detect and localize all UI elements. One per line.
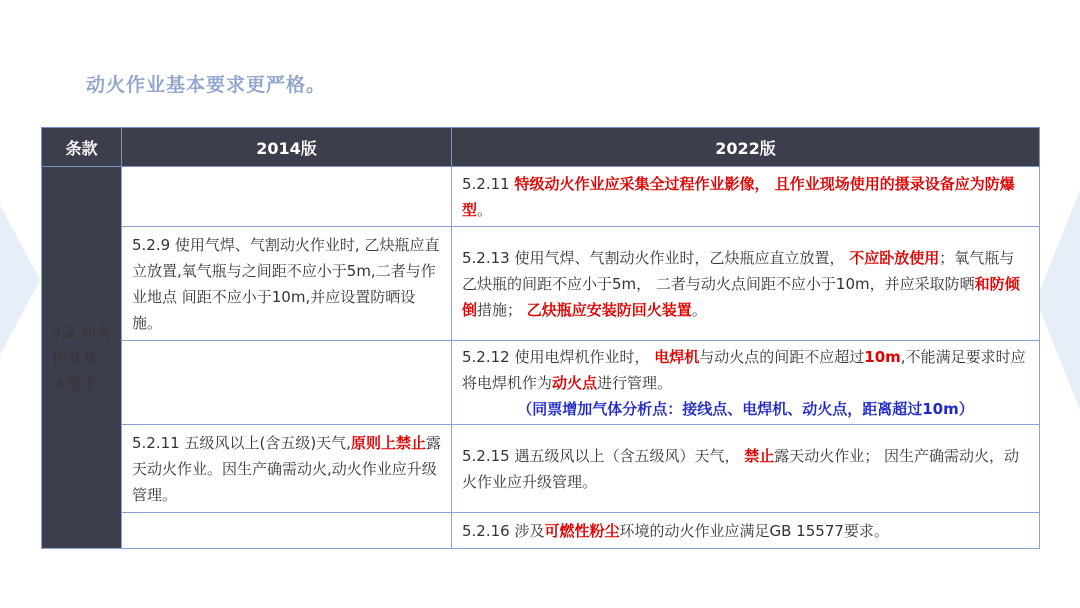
- cell-text: 环境的动火作业应满足GB 15577要求。: [619, 521, 889, 540]
- cell-text: 。: [691, 300, 707, 319]
- cell-text: 措施；: [477, 300, 527, 319]
- highlighted-text: 10m: [864, 347, 901, 366]
- highlighted-text: 禁止: [744, 446, 775, 465]
- cell-2022: [452, 167, 1040, 227]
- cell-2022: [452, 227, 1040, 341]
- cell-text: 。: [477, 200, 493, 219]
- cell-text: 与动火点的间距不应超过: [699, 347, 865, 366]
- cell-2022: [452, 341, 1040, 425]
- header-2022: 2022版: [452, 128, 1040, 167]
- cell-text: 露天动火作业； 因生产确需动火，动火作业应升级管理。: [462, 446, 1020, 491]
- cell-text: 5.2.16 涉及: [462, 521, 545, 540]
- cell-text: 5.2.11 五级风以上(含五级)天气,: [132, 433, 351, 452]
- gas-analysis-note: （同票增加气体分析点：接线点、电焊机、动火点，距离超过10m）: [517, 399, 974, 418]
- cell-text: 5.2.11: [462, 174, 515, 193]
- cell-2022: [452, 425, 1040, 513]
- table-row: [42, 425, 1040, 513]
- table-row: [42, 341, 1040, 425]
- cell-2014: [122, 341, 452, 425]
- cell-text: 5.2.15 遇五级风以上（含五级风）天气，: [462, 446, 745, 465]
- comparison-table: [41, 127, 1040, 549]
- cell-2014: [122, 513, 452, 549]
- left-decoration: [0, 205, 40, 355]
- table-row: [42, 227, 1040, 341]
- highlighted-text: 不应卧放使用: [849, 248, 940, 267]
- highlighted-text: 特级动火作业应采集全过程作业影像， 且作业现场使用的摄录设备应为防爆型: [462, 174, 1015, 219]
- highlighted-text: 可燃性粉尘: [544, 521, 620, 540]
- cell-text: ,不能满足要求时应将电焊机作为: [462, 347, 1026, 392]
- highlighted-text: 乙炔瓶应安装防回火装置: [526, 300, 692, 319]
- table-row: [42, 167, 1040, 227]
- cell-text: ；氧气瓶与乙炔瓶的间距不应小于5m， 二者与动火点间距不应小于10m，并应采取防晒: [462, 248, 1015, 293]
- highlighted-text: 电焊机: [654, 347, 700, 366]
- header-clause: 条款: [42, 128, 122, 167]
- highlighted-text: 动火点: [552, 373, 598, 392]
- page-title: 动火作业基本要求更严格。: [86, 74, 327, 96]
- cell-2014: [122, 167, 452, 227]
- cell-text: 进行管理。: [597, 373, 673, 392]
- cell-text: 5.2.13 使用气焊、气割动火作业时，乙炔瓶应直立放置，: [462, 248, 850, 267]
- header-2014: 2014版: [122, 128, 452, 167]
- right-decoration: [1036, 190, 1080, 410]
- table-header-row: [42, 128, 1040, 167]
- cell-text: 5.2.12 使用电焊机作业时，: [462, 347, 655, 366]
- cell-2014: [122, 227, 452, 341]
- cell-text: 5.2.9 使用气焊、气割动火作业时, 乙炔瓶应直立放置,氧气瓶与之间距不应小于5m,二者与作业地点 间距不应小于10m,并应设置防晒设施。: [132, 235, 440, 332]
- table-row: [42, 513, 1040, 549]
- cell-2014: [122, 425, 452, 513]
- highlighted-text: 和防倾倒: [462, 274, 1020, 319]
- cell-2022: [452, 513, 1040, 549]
- clause-label: 5.2 动火作业基本要求: [42, 167, 122, 549]
- cell-text: 露天动火作业。因生产确需动火,动火作业应升级 管理。: [132, 433, 441, 504]
- highlighted-text: 原则上禁止: [350, 433, 426, 452]
